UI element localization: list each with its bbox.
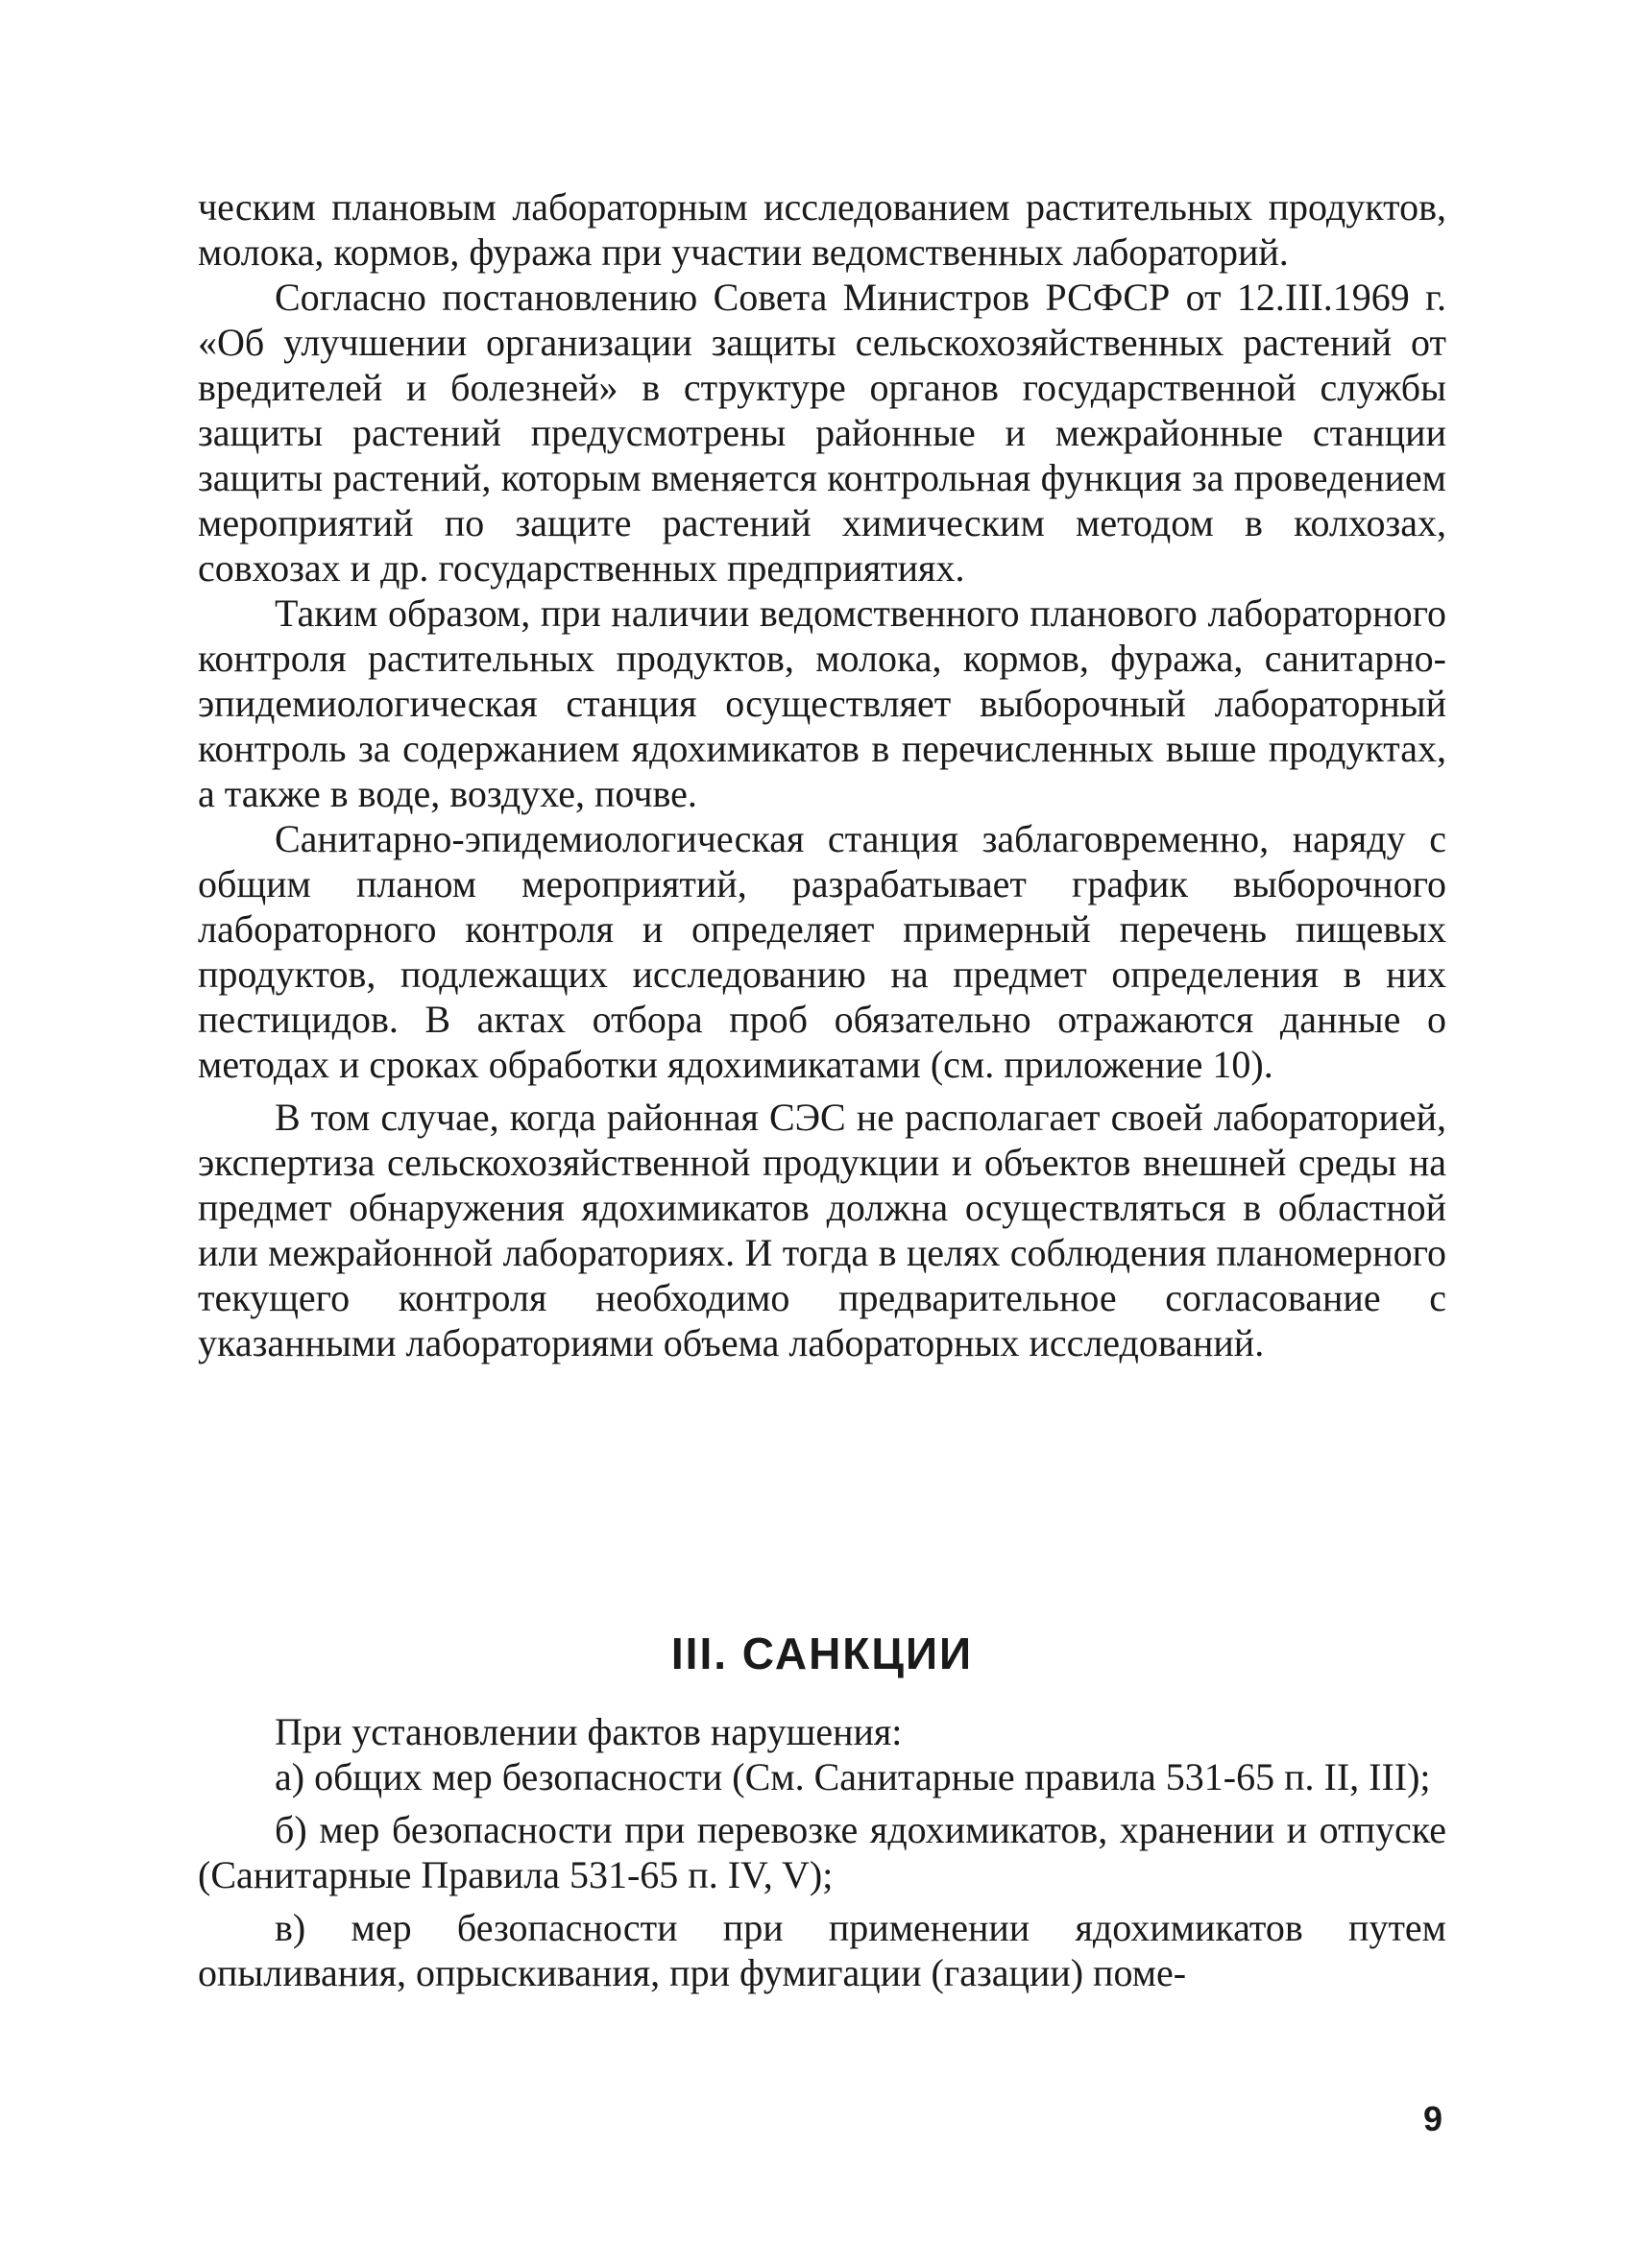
paragraph: Согласно постановлению Совета Министров РСФСР от 12.III.1969 г. «Об улучшении организации защиты сельскохозяйственных растений от вредителей и болезней» в структуре органов государственной службы защиты растений предусмотрены районные и межрайонные станции защиты растений, которым вменяется контрольная функция за проведением мероприятий по защите растений химическим методом в колхозах, совхозах и др. государственных предприятиях. [198, 276, 1446, 590]
paragraph: ческим плановым лабораторным исследованием растительных продуктов, молока, кормов, фуража при участии ведомственных лабораторий. [198, 185, 1446, 274]
paragraph: В том случае, когда районная СЭС не располагает своей лабораторией, экспертиза сельскохозяйственной продукции и объектов внешней среды на предмет обнаружения ядохимикатов должна осуществляться в областной или межрайонной лабораториях. И тогда в целях соблюдения планомерного текущего контроля необходимо предварительное согласование с указанными лабораториями объема лабораторных исследований. [198, 1096, 1446, 1364]
paragraph-gap [198, 1087, 1446, 1095]
page-number: 9 [1422, 2099, 1442, 2138]
paragraph-gap [198, 1799, 1446, 1807]
body-text-top [198, 184, 1446, 1365]
paragraph: Таким образом, при наличии ведомственного планового лабораторного контроля растительных продуктов, молока, кормов, фуража, санитарно-эпидемиологическая станция осуществляет выборочный лабораторный контроль за содержанием ядохимикатов в перечисленных выше продуктах, а также в воде, воздухе, почве. [198, 591, 1446, 815]
paragraph: При установлении фактов нарушения: [275, 1710, 903, 1753]
list-item: в) мер безопасности при применении ядохимикатов путем опыливания, опрыскивания, при фумигации (газации) поме- [198, 1906, 1446, 1994]
paragraph-gap [198, 1897, 1446, 1905]
list-item: б) мер безопасности при перевозке ядохимикатов, хранении и отпуске (Санитарные Правила 531-65 п. IV, V); [198, 1808, 1446, 1896]
paragraph: Санитарно-эпидемиологическая станция заблаговременно, наряду с общим планом мероприятий, разрабатывает график выборочного лабораторного контроля и определяет примерный перечень пищевых продуктов, подлежащих исследованию на предмет определения в них пестицидов. В актах отбора проб обязательно отражаются данные о методах и сроках обработки ядохимикатами (см. приложение 10). [198, 817, 1446, 1086]
section-heading: III. САНКЦИИ [670, 1629, 974, 1678]
list-item: а) общих мер безопасности (См. Санитарные правила 531-65 п. II, III); [275, 1755, 1431, 1798]
body-text-bottom [198, 1709, 1446, 1995]
